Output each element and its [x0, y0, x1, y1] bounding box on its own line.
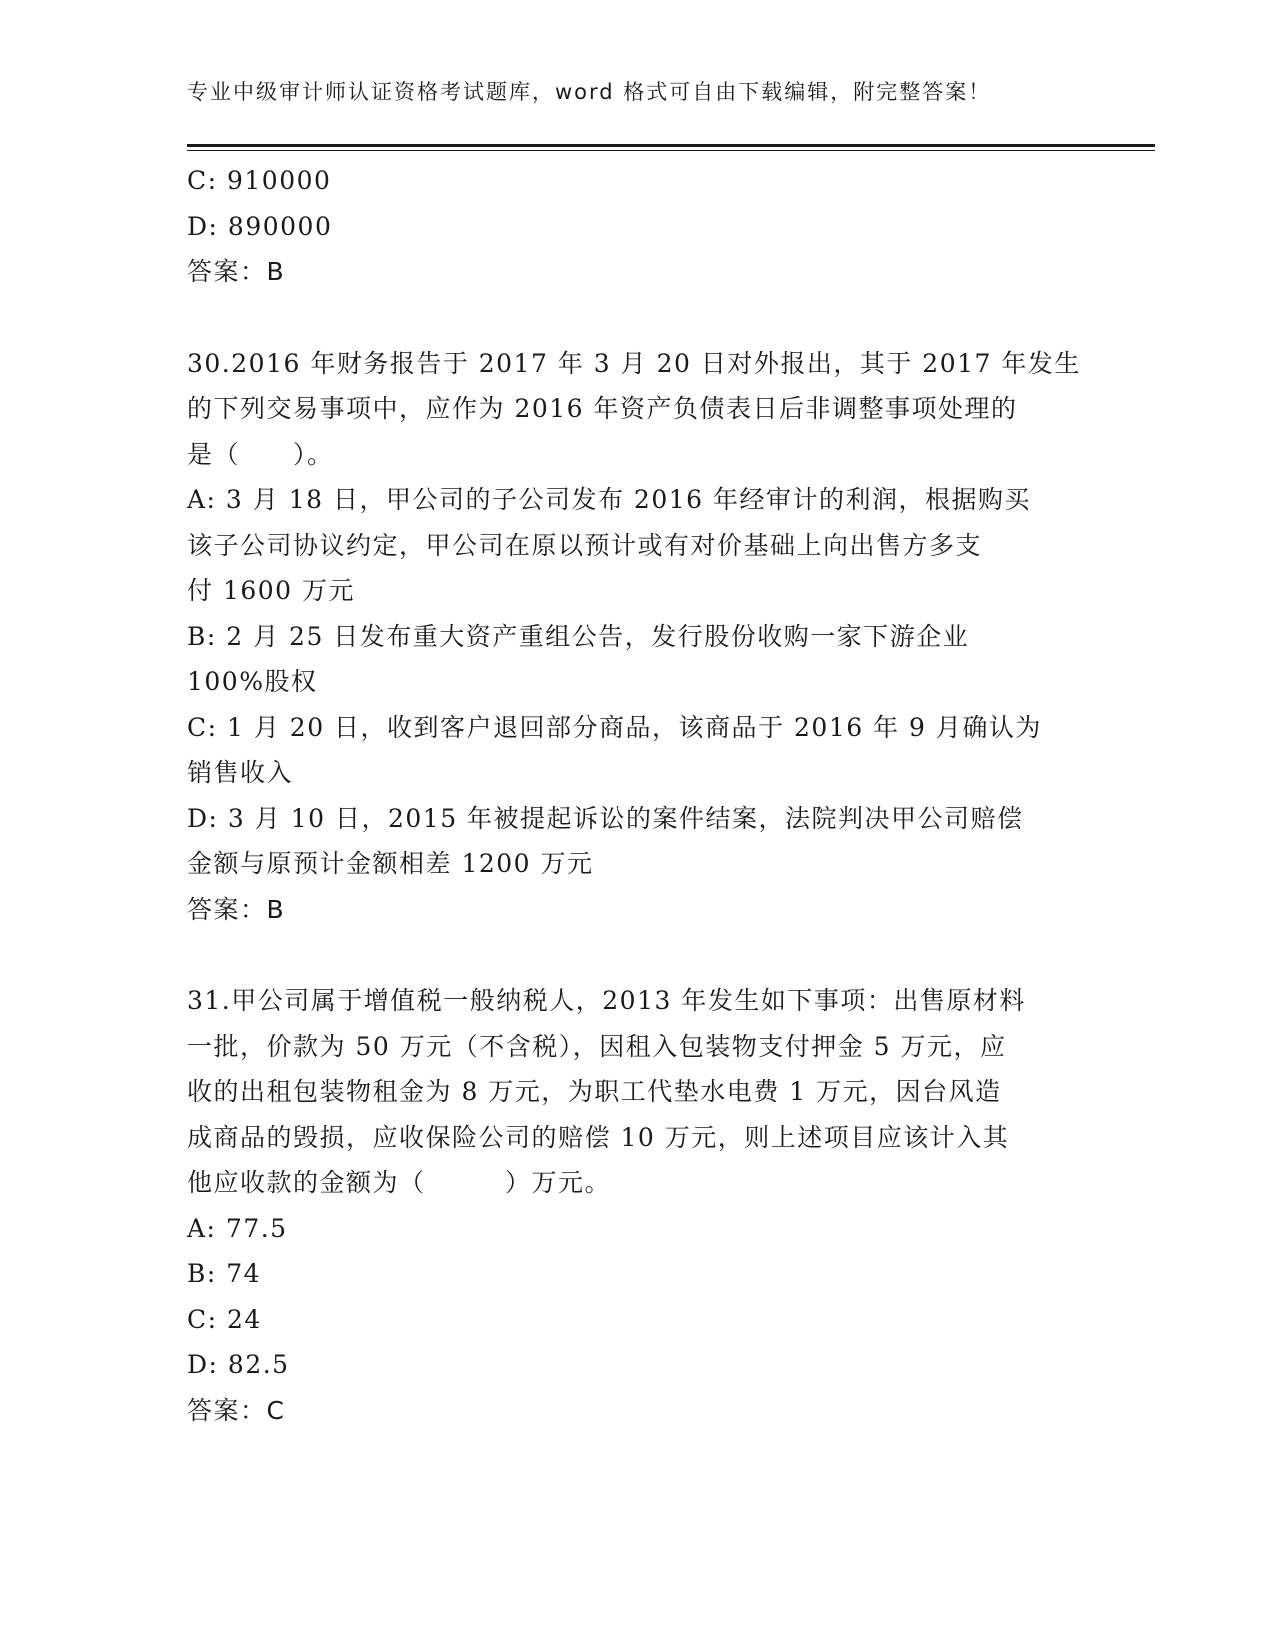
option-line: B: 2 月 25 日发布重大资产重组公告，发行股份收购一家下游企业: [187, 621, 970, 651]
option-line: 金额与原预计金额相差 1200 万元: [187, 849, 594, 878]
question-stem-line: 一批，价款为 50 万元（不含税），因租入包装物支付押金 5 万元，应: [187, 1031, 1007, 1061]
question-gap: [187, 295, 1087, 341]
answer-line: 答案：B: [187, 257, 286, 286]
option-line: D: 82.5: [187, 1350, 290, 1379]
option-line: D: 3 月 10 日，2015 年被提起诉讼的案件结案，法院判决甲公司赔偿: [187, 803, 1024, 833]
question-gap: [187, 932, 1087, 978]
answer-line: 答案：C: [187, 1395, 286, 1425]
option-line: 该子公司协议约定，甲公司在原以预计或有对价基础上向出售方多支: [187, 530, 983, 560]
option-line: A: 77.5: [187, 1213, 288, 1243]
header-rule-thin: [187, 150, 1155, 151]
page-header: 专业中级审计师认证资格考试题库，word 格式可自由下载编辑，附完整答案！: [187, 80, 992, 104]
question-content: [187, 158, 1087, 1433]
question-stem-line: 收的出租包装物租金为 8 万元，为职工代垫水电费 1 万元，因台风造: [187, 1077, 1002, 1106]
option-line: A: 3 月 18 日，甲公司的子公司发布 2016 年经审计的利润，根据购买: [187, 485, 1032, 514]
option-line: C: 24: [187, 1304, 262, 1334]
question-stem-line: 31.甲公司属于增值税一般纳税人，2013 年发生如下事项：出售原材料: [187, 986, 1026, 1015]
option-line: 100%股权: [187, 667, 318, 696]
option-line: C: 1 月 20 日，收到客户退回部分商品，该商品于 2016 年 9 月确认为: [187, 712, 1042, 742]
question-stem-line: 30.2016 年财务报告于 2017 年 3 月 20 日对外报出，其于 2017 年发生: [187, 348, 1081, 378]
option-line: B: 74: [187, 1259, 262, 1288]
question-stem-line: 的下列交易事项中，应作为 2016 年资产负债表日后非调整事项处理的: [187, 394, 1018, 423]
option-line: 付 1600 万元: [187, 576, 356, 605]
answer-line: 答案：B: [187, 894, 286, 924]
option-line: 销售收入: [187, 758, 294, 787]
question-stem-line: 成商品的毁损，应收保险公司的赔偿 10 万元，则上述项目应该计入其: [187, 1122, 1010, 1152]
question-stem-line: 他应收款的金额为（ ）万元。: [187, 1168, 612, 1197]
option-line: C: 910000: [187, 166, 332, 195]
option-line: D: 890000: [187, 211, 333, 241]
question-stem-line: 是（ ）。: [187, 439, 334, 469]
header-rule-thick: [187, 144, 1155, 147]
